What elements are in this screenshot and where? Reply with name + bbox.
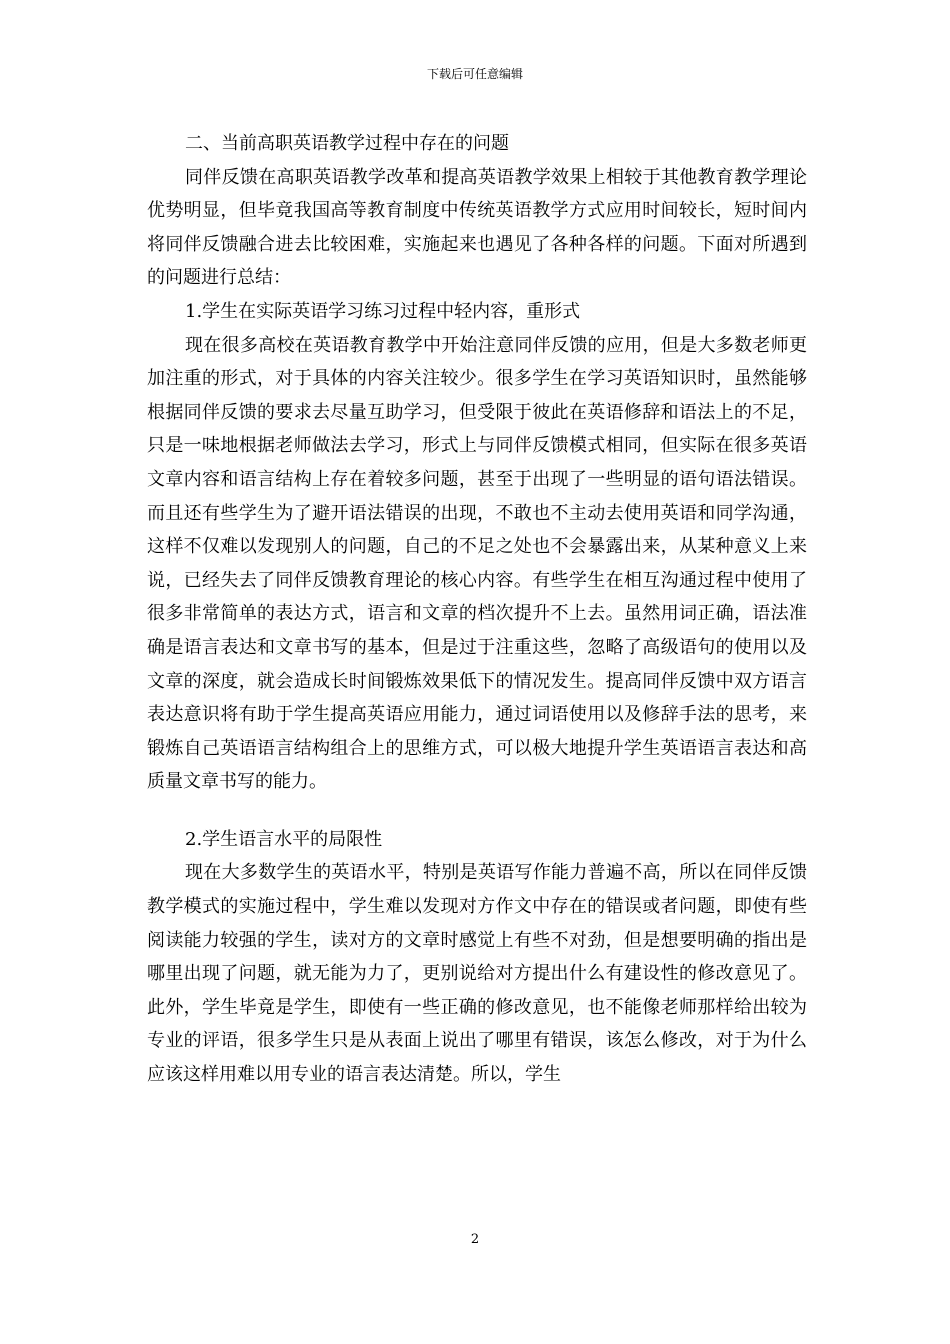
paragraph-1: 现在很多高校在英语教育教学中开始注意同伴反馈的应用，但是大多数老师更加注重的形式，对于具体的内容关注较少。很多学生在学习英语知识时，虽然能够根据同伴反馈的要求去尽量互助学习，但受限于彼此在英语修辞和语法上的不足，只是一味地根据老师做法去学习，形式上与同伴反馈模式相同，但实际在很多英语文章内容和语言结构上存在着较多问题，甚至于出现了一些明显的语句语法错误。而且还有些学生为了避开语法错误的出现，不敢也不主动去使用英语和同学沟通，这样不仅难以发现别人的问题，自己的不足之处也不会暴露出来，从某种意义上来说，已经失去了同伴反馈教育理论的核心内容。有些学生在相互沟通过程中使用了很多非常简单的表达方式，语言和文章的档次提升不上去。虽然用词正确，语法准确是语言表达和文章书写的基本，但是过于注重这些，忽略了高级语句的使用以及文章的深度，就会造成长时间锻炼效果低下的情况发生。提高同伴反馈中双方语言表达意识将有助于学生提高英语应用能力，通过词语使用以及修辞手法的思考，来锻炼自己英语语言结构组合上的思维方式，可以极大地提升学生英语语言表达和高质量文章书写的能力。 [147,334,807,793]
document-body [147,127,807,1092]
subheading-2: 2.学生语言水平的局限性 [185,828,383,850]
page-number: 2 [470,1232,480,1247]
paragraph-2: 现在大多数学生的英语水平，特别是英语写作能力普遍不高，所以在同伴反馈教学模式的实施过程中，学生难以发现对方作文中存在的错误或者问题，即使有些阅读能力较强的学生，读对方的文章时感觉上有些不对劲，但是想要明确的指出是哪里出现了问题，就无能为力了，更别说给对方提出什么有建设性的修改意见了。此外，学生毕竟是学生，即使有一些正确的修改意见，也不能像老师那样给出较为专业的评语，很多学生只是从表面上说出了哪里有错误，该怎么修改，对于为什么应该这样用难以用专业的语言表达清楚。所以，学生 [147,862,807,1086]
subheading-1: 1.学生在实际英语学习练习过程中轻内容，重形式 [185,300,581,322]
paragraph-gap [147,799,807,823]
page-header: 下载后可任意编辑 [426,67,523,81]
intro-paragraph: 同伴反馈在高职英语教学改革和提高英语教学效果上相较于其他教育教学理论优势明显，但毕竟我国高等教育制度中传统英语教学方式应用时间较长，短时间内将同伴反馈融合进去比较困难，实施起来也遇见了各种各样的问题。下面对所遇到的问题进行总结： [147,166,807,289]
section-heading: 二、当前高职英语教学过程中存在的问题 [185,133,509,154]
